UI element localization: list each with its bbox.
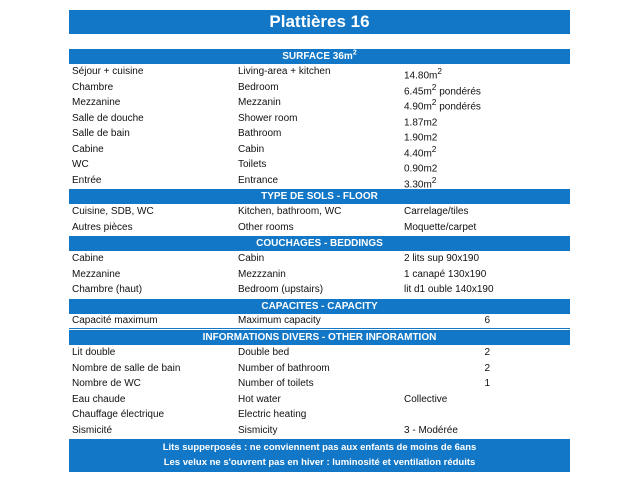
label-en: Double bed: [238, 347, 290, 358]
label-fr: Entrée: [72, 174, 102, 186]
table-row: [69, 220, 570, 236]
label-fr: Salle de bain: [72, 128, 130, 139]
value-text: Moquette/carpet: [404, 221, 477, 233]
table-row: [69, 142, 570, 158]
value-text: 2 lits sup 90x190: [404, 253, 480, 264]
label-en: Mezzanin: [238, 97, 281, 108]
count-value: 6: [484, 314, 490, 326]
label-fr: Nombre de salle de bain: [72, 362, 181, 374]
label-en: Entrance: [238, 174, 279, 186]
table-row: [69, 314, 570, 330]
table-row: [69, 345, 570, 361]
value-text: 0.90m2: [404, 163, 438, 175]
label-en: Bedroom (upstairs): [238, 284, 324, 295]
value-text: 4.90m: [404, 101, 432, 113]
label-en: Bathroom: [238, 128, 282, 139]
value-text: lit d1 ouble 140x190: [404, 284, 494, 295]
spacer: [69, 34, 570, 48]
value-sup: 2: [431, 174, 437, 185]
label-en: Number of bathroom: [238, 362, 330, 374]
label-en: Kitchen, bathroom, WC: [238, 206, 342, 217]
table-row: [69, 157, 570, 173]
surface-header-text: SURFACE 36m: [282, 51, 353, 62]
label-en: Living-area + kitchen: [238, 66, 331, 77]
table-row: [69, 111, 570, 127]
label-en: Cabin: [238, 143, 265, 155]
table-row: [69, 361, 570, 377]
value-sup: 2: [437, 66, 442, 76]
label-en: Electric heating: [238, 409, 307, 420]
section-header-surface: [69, 49, 570, 64]
table-row: [69, 126, 570, 142]
section-header-info: INFORMATIONS DIVERS - OTHER INFORAMTION: [69, 330, 570, 345]
label-en: Hot water: [238, 393, 281, 405]
value-text: 4.40m: [404, 147, 432, 159]
value-text: Carrelage/tiles: [404, 206, 469, 217]
table-row: [69, 423, 570, 439]
table-row: [69, 267, 570, 283]
label-fr: Mezzanine: [72, 268, 121, 280]
label-en: Sismicity: [238, 424, 278, 436]
label-fr: Cabine: [72, 253, 104, 264]
value-sup: 2: [431, 97, 437, 107]
label-fr: Cabine: [72, 143, 104, 155]
table-row: [69, 407, 570, 423]
table-row: [69, 80, 570, 96]
warning-notes: [69, 439, 570, 472]
value-text: 14.80m: [404, 70, 438, 82]
section-header-floor: TYPE DE SOLS - FLOOR: [69, 189, 570, 204]
label-fr: Séjour + cuisine: [72, 66, 144, 77]
label-fr: Lit double: [72, 347, 116, 358]
value-text: 3 - Modérée: [404, 424, 458, 436]
count-value: 1: [484, 378, 490, 389]
value-text: Collective: [404, 393, 448, 405]
table-row: [69, 95, 570, 111]
label-en: Other rooms: [238, 221, 294, 233]
surface-header-sup: 2: [352, 49, 357, 57]
label-en: Mezzzanin: [238, 268, 286, 280]
label-fr: Capacité maximum: [72, 314, 158, 326]
value-text: 3.30m: [404, 178, 432, 190]
label-fr: Chambre (haut): [72, 284, 143, 295]
note-line: Les velux ne s'ouvrent pas en hiver : luminosité et ventilation réduits: [163, 457, 476, 468]
value-text: 6.45m: [404, 85, 432, 97]
label-fr: Eau chaude: [72, 393, 126, 405]
value-suffix: pondérés: [436, 85, 481, 97]
section-header-beddings: COUCHAGES - BEDDINGS: [69, 236, 570, 251]
label-fr: WC: [72, 159, 89, 170]
label-fr: Autres pièces: [72, 221, 133, 233]
table-row: [69, 204, 570, 220]
label-fr: Nombre de WC: [72, 378, 141, 389]
label-en: Shower room: [238, 112, 298, 124]
count-value: 2: [484, 362, 490, 374]
label-fr: Salle de douche: [72, 112, 144, 124]
value-suffix: pondérés: [436, 101, 481, 113]
value-cell: [404, 173, 436, 193]
table-row: [69, 173, 570, 189]
table-row: [69, 251, 570, 267]
label-en: Toilets: [238, 159, 267, 170]
label-fr: Chambre: [72, 81, 114, 93]
label-en: Maximum capacity: [238, 314, 321, 326]
table-row: [69, 376, 570, 392]
note-line: Lits supperposés : ne conviennent pas aux enfants de moins de 6ans: [162, 442, 477, 453]
label-fr: Chauffage électrique: [72, 409, 165, 420]
label-en: Bedroom: [238, 81, 279, 93]
page-title: Plattières 16: [69, 10, 570, 34]
table-row: [69, 64, 570, 80]
value-text: 1.87m2: [404, 116, 438, 128]
section-header-capacity: CAPACITES - CAPACITY: [69, 299, 570, 314]
label-fr: Mezzanine: [72, 97, 121, 108]
value-sup: 2: [431, 143, 437, 154]
value-text: 1.90m2: [404, 132, 438, 144]
label-fr: Sismicité: [72, 424, 113, 436]
label-en: Number of toilets: [238, 378, 314, 389]
table-row: [69, 282, 570, 298]
label-fr: Cuisine, SDB, WC: [72, 206, 154, 217]
table-row: [69, 392, 570, 408]
label-en: Cabin: [238, 253, 265, 264]
value-sup: 2: [431, 81, 437, 92]
info-sheet: [69, 10, 570, 472]
value-text: 1 canapé 130x190: [404, 268, 487, 280]
count-value: 2: [484, 347, 490, 358]
